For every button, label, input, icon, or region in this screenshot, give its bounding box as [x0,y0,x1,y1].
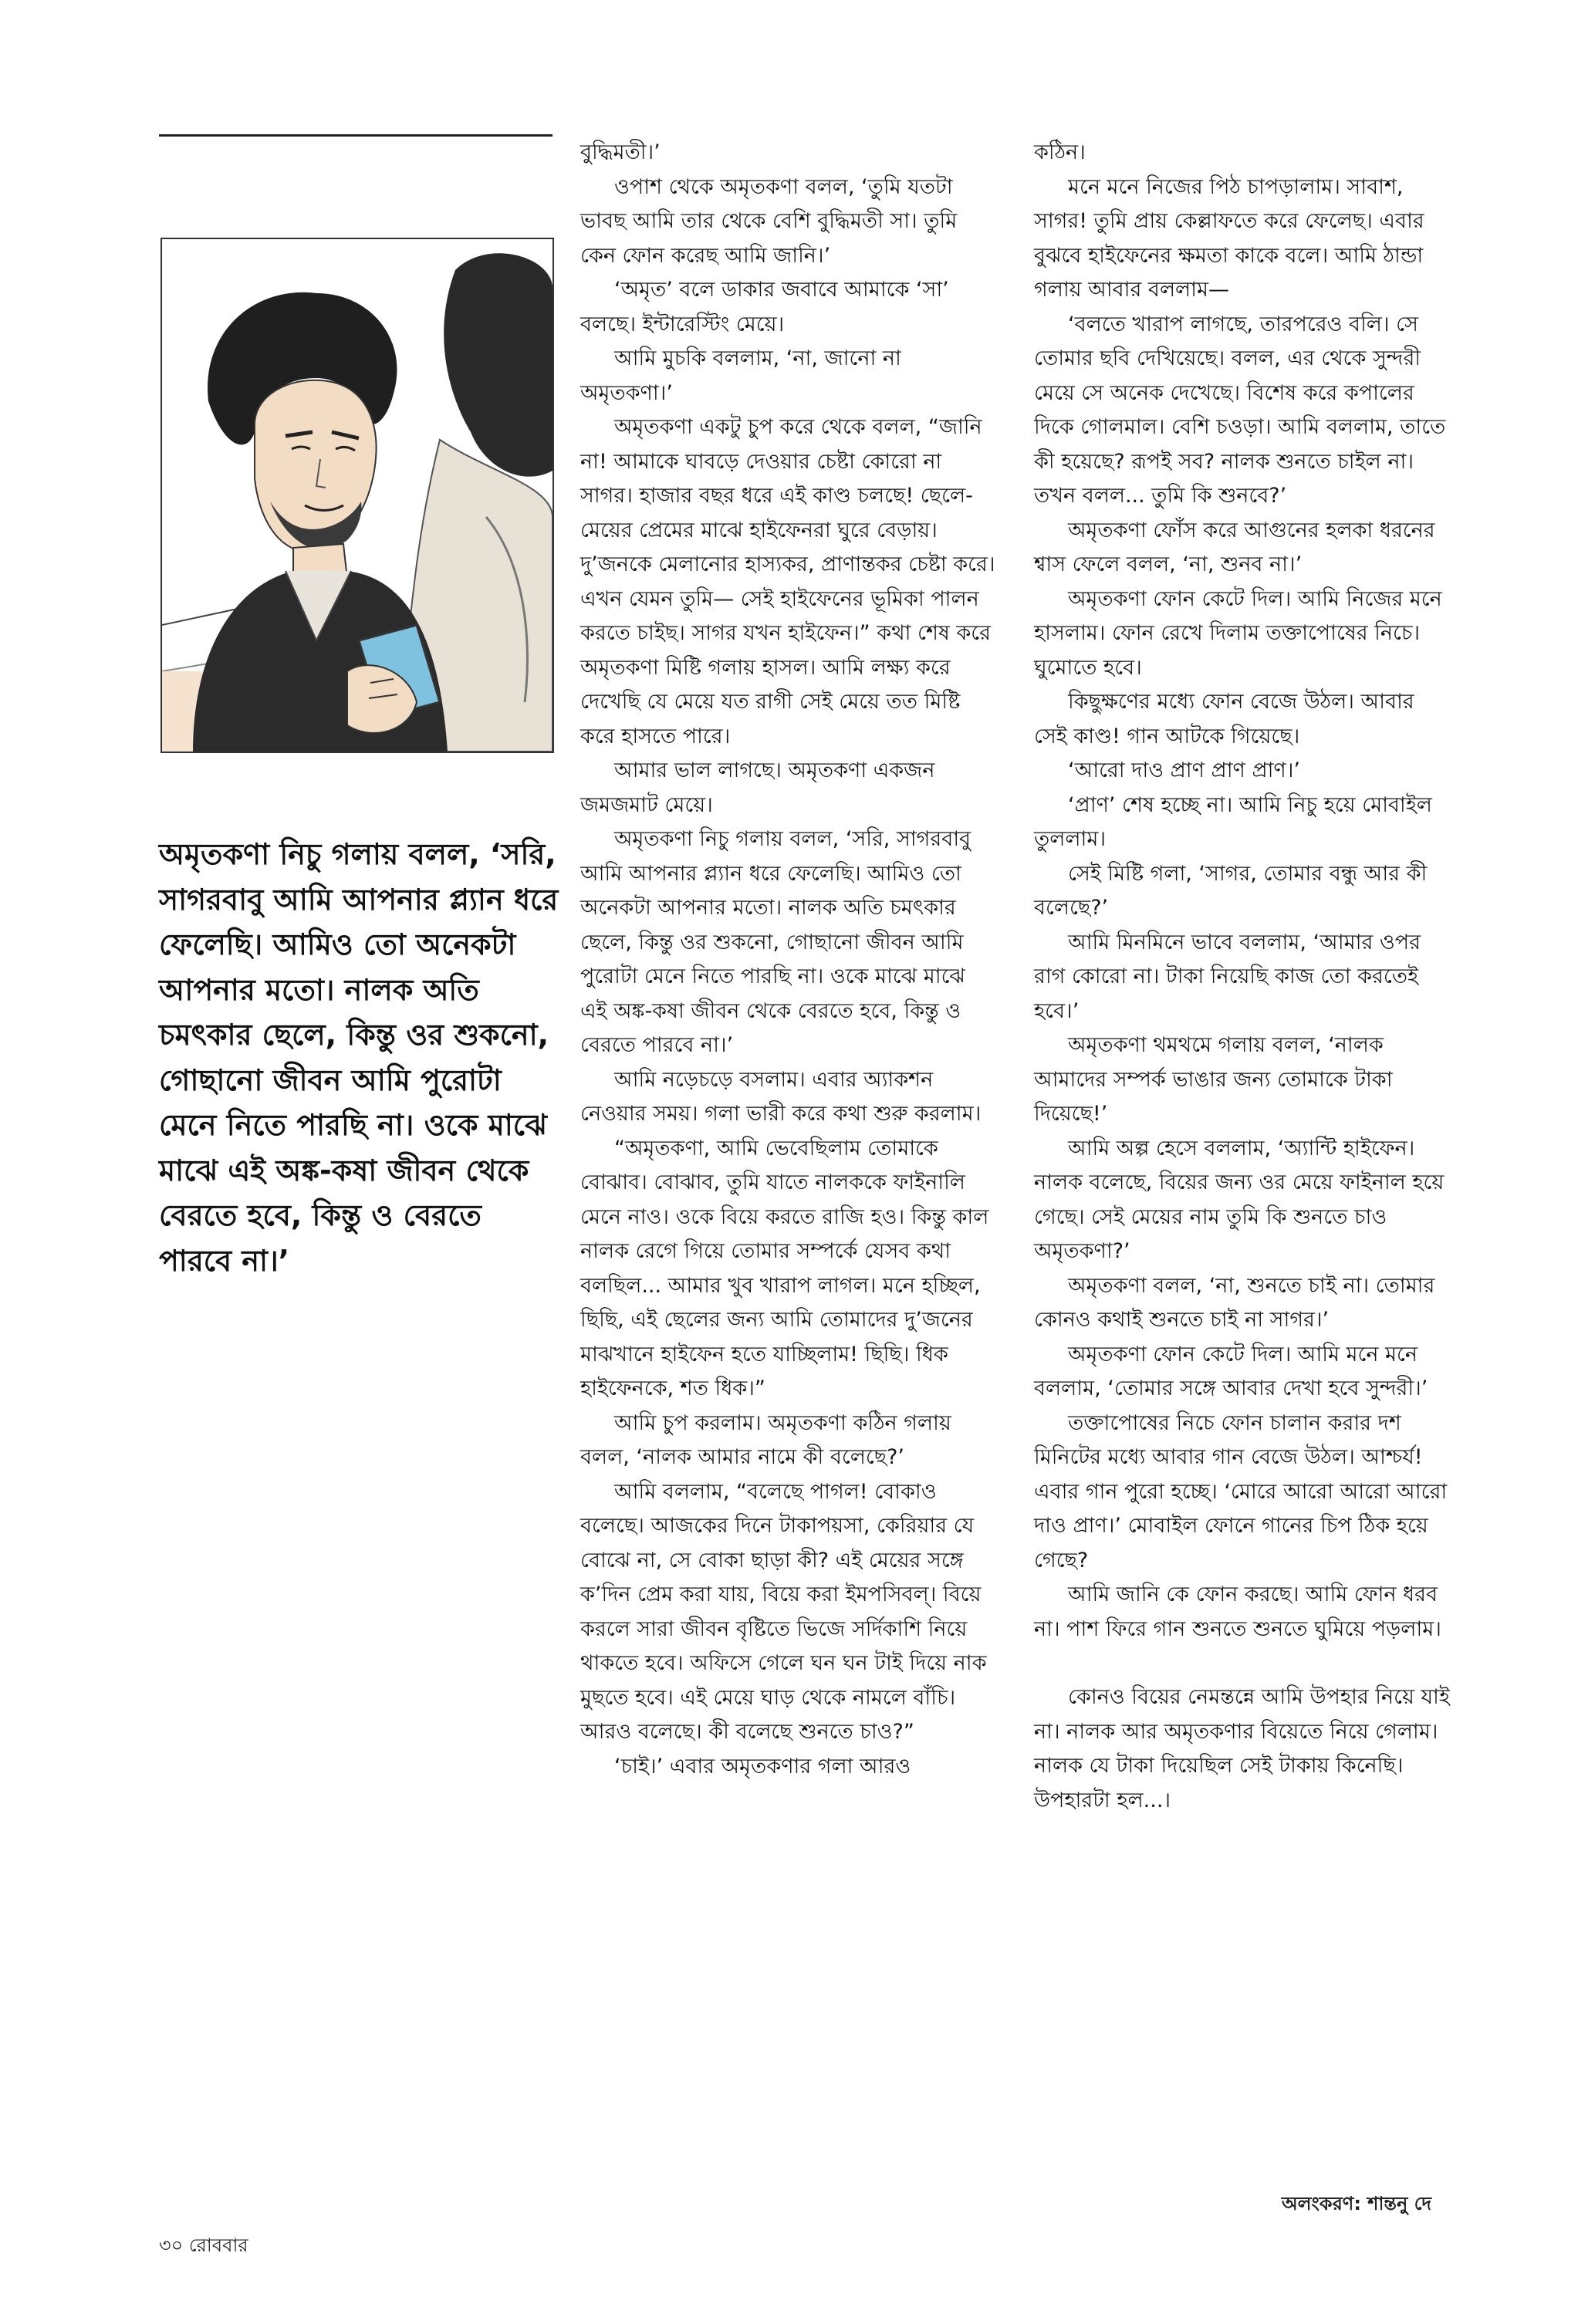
article-column-1 [580,136,997,1784]
paragraph: বুদ্ধিমতী।’ [580,140,661,164]
paragraph: আমি মিনমিনে ভাবে বললাম, ‘আমার ওপর রাগ কোরো না। টাকা নিয়েছি কাজ তো করতেই হবে।’ [1034,930,1421,1023]
pull-quote [159,832,560,1283]
paragraph: ‘বলতে খারাপ লাগছে, তারপরেও বলি। সে তোমার ছবি দেখিয়েছে। বলল, এর থেকে সুন্দরী মেয়ে সে অনেক দেখেছে। বিশেষ করে কপালের দিকে গোলমাল। বেশি চওড়া। আমি বললাম, তাতে কী হয়েছে? রূপই সব? নালক শুনতে চাইল না। তখন বলল... তুমি কি শুনবে?’ [1034,312,1446,508]
paragraph: আমি অল্প হেসে বললাম, ‘অ্যান্টি হাইফেন। নালক বলেছে, বিয়ের জন্য ওর মেয়ে ফাইনাল হয়ে গেছে। সেই মেয়ের নাম তুমি কি শুনতে চাও অমৃতকণা?’ [1034,1136,1445,1263]
paragraph: আমি চুপ করলাম। অমৃতকণা কঠিন গলায় বলল, ‘নালক আমার নামে কী বলেছে?’ [580,1410,951,1469]
paragraph: ‘প্রাণ’ শেষ হচ্ছে না। আমি নিচু হয়ে মোবাইল তুললাম। [1034,792,1432,851]
paragraph: আমার ভাল লাগছে। অমৃতকণা একজন জমজমাট মেয়ে। [580,758,935,817]
paragraph: “অমৃতকণা, আমি ভেবেছিলাম তোমাকে বোঝাব। বোঝাব, তুমি যাতে নালককে ফাইনালি মেনে নাও। ওকে বিয়ে করতে রাজি হও। কিন্তু কাল নালক রেগে গিয়ে তোমার সম্পর্কে যেসব কথা বলছিল... আমার খুব খারাপ লাগল। মনে হচ্ছিল, ছিছি, এই ছেলের জন্য আমি তোমাদের দু’জনের মাঝখানে হাইফেন হতে যাচ্ছিলাম! ছিছি। ধিক হাইফেনকে, শত ধিক।” [580,1136,989,1400]
paragraph: কিছুক্ষণের মধ্যে ফোন বেজে উঠল। আবার সেই কাণ্ড! গান আটকে গিয়েছে। [1034,690,1414,748]
pull-quote-text: অমৃতকণা নিচু গলায় বলল, ‘সরি, সাগরবাবু আমি আপনার প্ল্যান ধরে ফেলেছি। আমিও তো অনেকটা আপনার মতো। নালক অতি চমৎকার ছেলে, কিন্তু ওর শুকনো, গোছানো জীবন আমি পুরোটা মেনে নিতে পারছি না। ওকে মাঝে মাঝে এই অঙ্ক-কষা জীবন থেকে বেরতে হবে, কিন্তু ও বেরতে পারবে না।’ [159,837,559,1278]
paragraph: আমি জানি কে ফোন করছে। আমি ফোন ধরব না। পাশ ফিরে গান শুনতে শুনতে ঘুমিয়ে পড়লাম। [1034,1583,1441,1641]
paragraph: অমৃতকণা নিচু গলায় বলল, ‘সরি, সাগরবাবু আমি আপনার প্ল্যান ধরে ফেলেছি। আমিও তো অনেকটা আপনার মতো। নালক অতি চমৎকার ছেলে, কিন্তু ওর শুকনো, গোছানো জীবন আমি পুরোটা মেনে নিতে পারছি না। ওকে মাঝে মাঝে এই অঙ্ক-কষা জীবন থেকে বেরতে হবে, কিন্তু ও বেরতে পারবে না।’ [580,827,972,1057]
paragraph: অমৃতকণা একটু চুপ করে থেকে বলল, “জানি না! আমাকে ঘাবড়ে দেওয়ার চেষ্টা কোরো না সাগর। হাজার বছর ধরে এই কাণ্ড চলছে! ছেলে-মেয়ের প্রেমের মাঝে হাইফেনরা ঘুরে বেড়ায়। দু’জনকে মেলানোর হাস্যকর, প্রাণান্তকর চেষ্টা করে। এখন যেমন তুমি— সেই হাইফেনের ভূমিকা পালন করতে চাইছ। সাগর যখন হাইফেন।” কথা শেষ করে অমৃতকণা মিষ্টি গলায় হাসল। আমি লক্ষ্য করে দেখেছি যে মেয়ে যত রাগী সেই মেয়ে তত মিষ্টি করে হাসতে পারে। [580,415,995,748]
paragraph: অমৃতকণা থমথমে গলায় বলল, ‘নালক আমাদের সম্পর্ক ভাঙার জন্য তোমাকে টাকা দিয়েছে!’ [1034,1033,1393,1126]
paragraph: ‘চাই।’ এবার অমৃতকণার গলা আরও [614,1754,911,1778]
paragraph: ‘অমৃত’ বলে ডাকার জবাবে আমাকে ‘সা’ বলছে। ইন্টারেস্টিং মেয়ে। [580,278,949,336]
paragraph: অমৃতকণা ফোঁস করে আগুনের হলকা ধরনের শ্বাস ফেলে বলল, ‘না, শুনব না।’ [1034,518,1435,576]
paragraph: আমি বললাম, “বলেছে পাগল! বোকাও বলেছে। আজকের দিনে টাকাপয়সা, কেরিয়ার যে বোঝে না, সে বোকা ছাড়া কী? এই মেয়ের সঙ্গে ক’দিন প্রেম করা যায়, বিয়ে করা ইমপসিবল্‌। বিয়ে করলে সারা জীবন বৃষ্টিতে ভিজে সর্দিকাশি নিয়ে থাকতে হবে। অফিসে গেলে ঘন ঘন টাই দিয়ে নাক মুছতে হবে। এই মেয়ে ঘাড় থেকে নামলে বাঁচি। আরও বলেছে। কী বলেছে শুনতে চাও?” [580,1479,987,1744]
paragraph: ‘আরো দাও প্রাণ প্রাণ প্রাণ।’ [1068,758,1300,782]
paragraph: অমৃতকণা ফোন কেটে দিল। আমি মনে মনে বললাম, ‘তোমার সঙ্গে আবার দেখা হবে সুন্দরী।’ [1034,1342,1428,1400]
paragraph: কঠিন। [1034,140,1086,164]
paragraph: সেই মিষ্টি গলা, ‘সাগর, তোমার বন্ধু আর কী বলেছে?’ [1034,861,1428,920]
top-rule [159,134,553,137]
paragraph: মনে মনে নিজের পিঠ চাপড়ালাম। সাবাশ, সাগর! তুমি প্রায় কেল্লাফতে করে ফেলেছ। এবার বুঝবে হাইফেনের ক্ষমতা কাকে বলে। আমি ঠান্ডা গলায় আবার বললাম— [1034,174,1424,302]
story-illustration [161,238,554,753]
paragraph: কোনও বিয়ের নেমন্তন্নে আমি উপহার নিয়ে যাই না। নালক আর অমৃতকণার বিয়েতে নিয়ে গেলাম। নালক যে টাকা দিয়েছিল সেই টাকায় কিনেছি। উপহারটা হল...। [1034,1685,1450,1812]
paragraph: আমি মুচকি বললাম, ‘না, জানো না অমৃতকণা।’ [580,346,901,405]
paragraph: ওপাশ থেকে অমৃতকণা বলল, ‘তুমি যতটা ভাবছ আমি তার থেকে বেশি বুদ্ধিমতী সা। তুমি কেন ফোন করেছ আমি জানি।’ [580,174,958,268]
article-column-2 [1034,136,1451,1818]
paragraph: আমি নড়েচড়ে বসলাম। এবার অ্যাকশন নেওয়ার সময়। গলা ভারী করে কথা শুরু করলাম। [580,1067,982,1126]
paragraph: অমৃতকণা ফোন কেটে দিল। আমি নিজের মনে হাসলাম। ফোন রেখে দিলাম তক্তাপোষের নিচে। ঘুমোতে হবে। [1034,586,1442,680]
paragraph: অমৃতকণা বলল, ‘না, শুনতে চাই না। তোমার কোনও কথাই শুনতে চাই না সাগর।’ [1034,1273,1435,1332]
illustration-sketch [162,239,553,752]
paragraph: তক্তাপোষের নিচে ফোন চালান করার দশ মিনিটের মধ্যে আবার গান বেজে উঠল। আশ্চর্য! এবার গান পুরো হচ্ছে। ‘মোরে আরো আরো আরো দাও প্রাণ।’ মোবাইল ফোনে গানের চিপ ঠিক হয়ে গেছে? [1034,1410,1448,1572]
page-folio: ৩০ রোববার [159,2234,248,2256]
illustration-credit: অলংকরণ: শান্তনু দে [1281,2193,1431,2214]
